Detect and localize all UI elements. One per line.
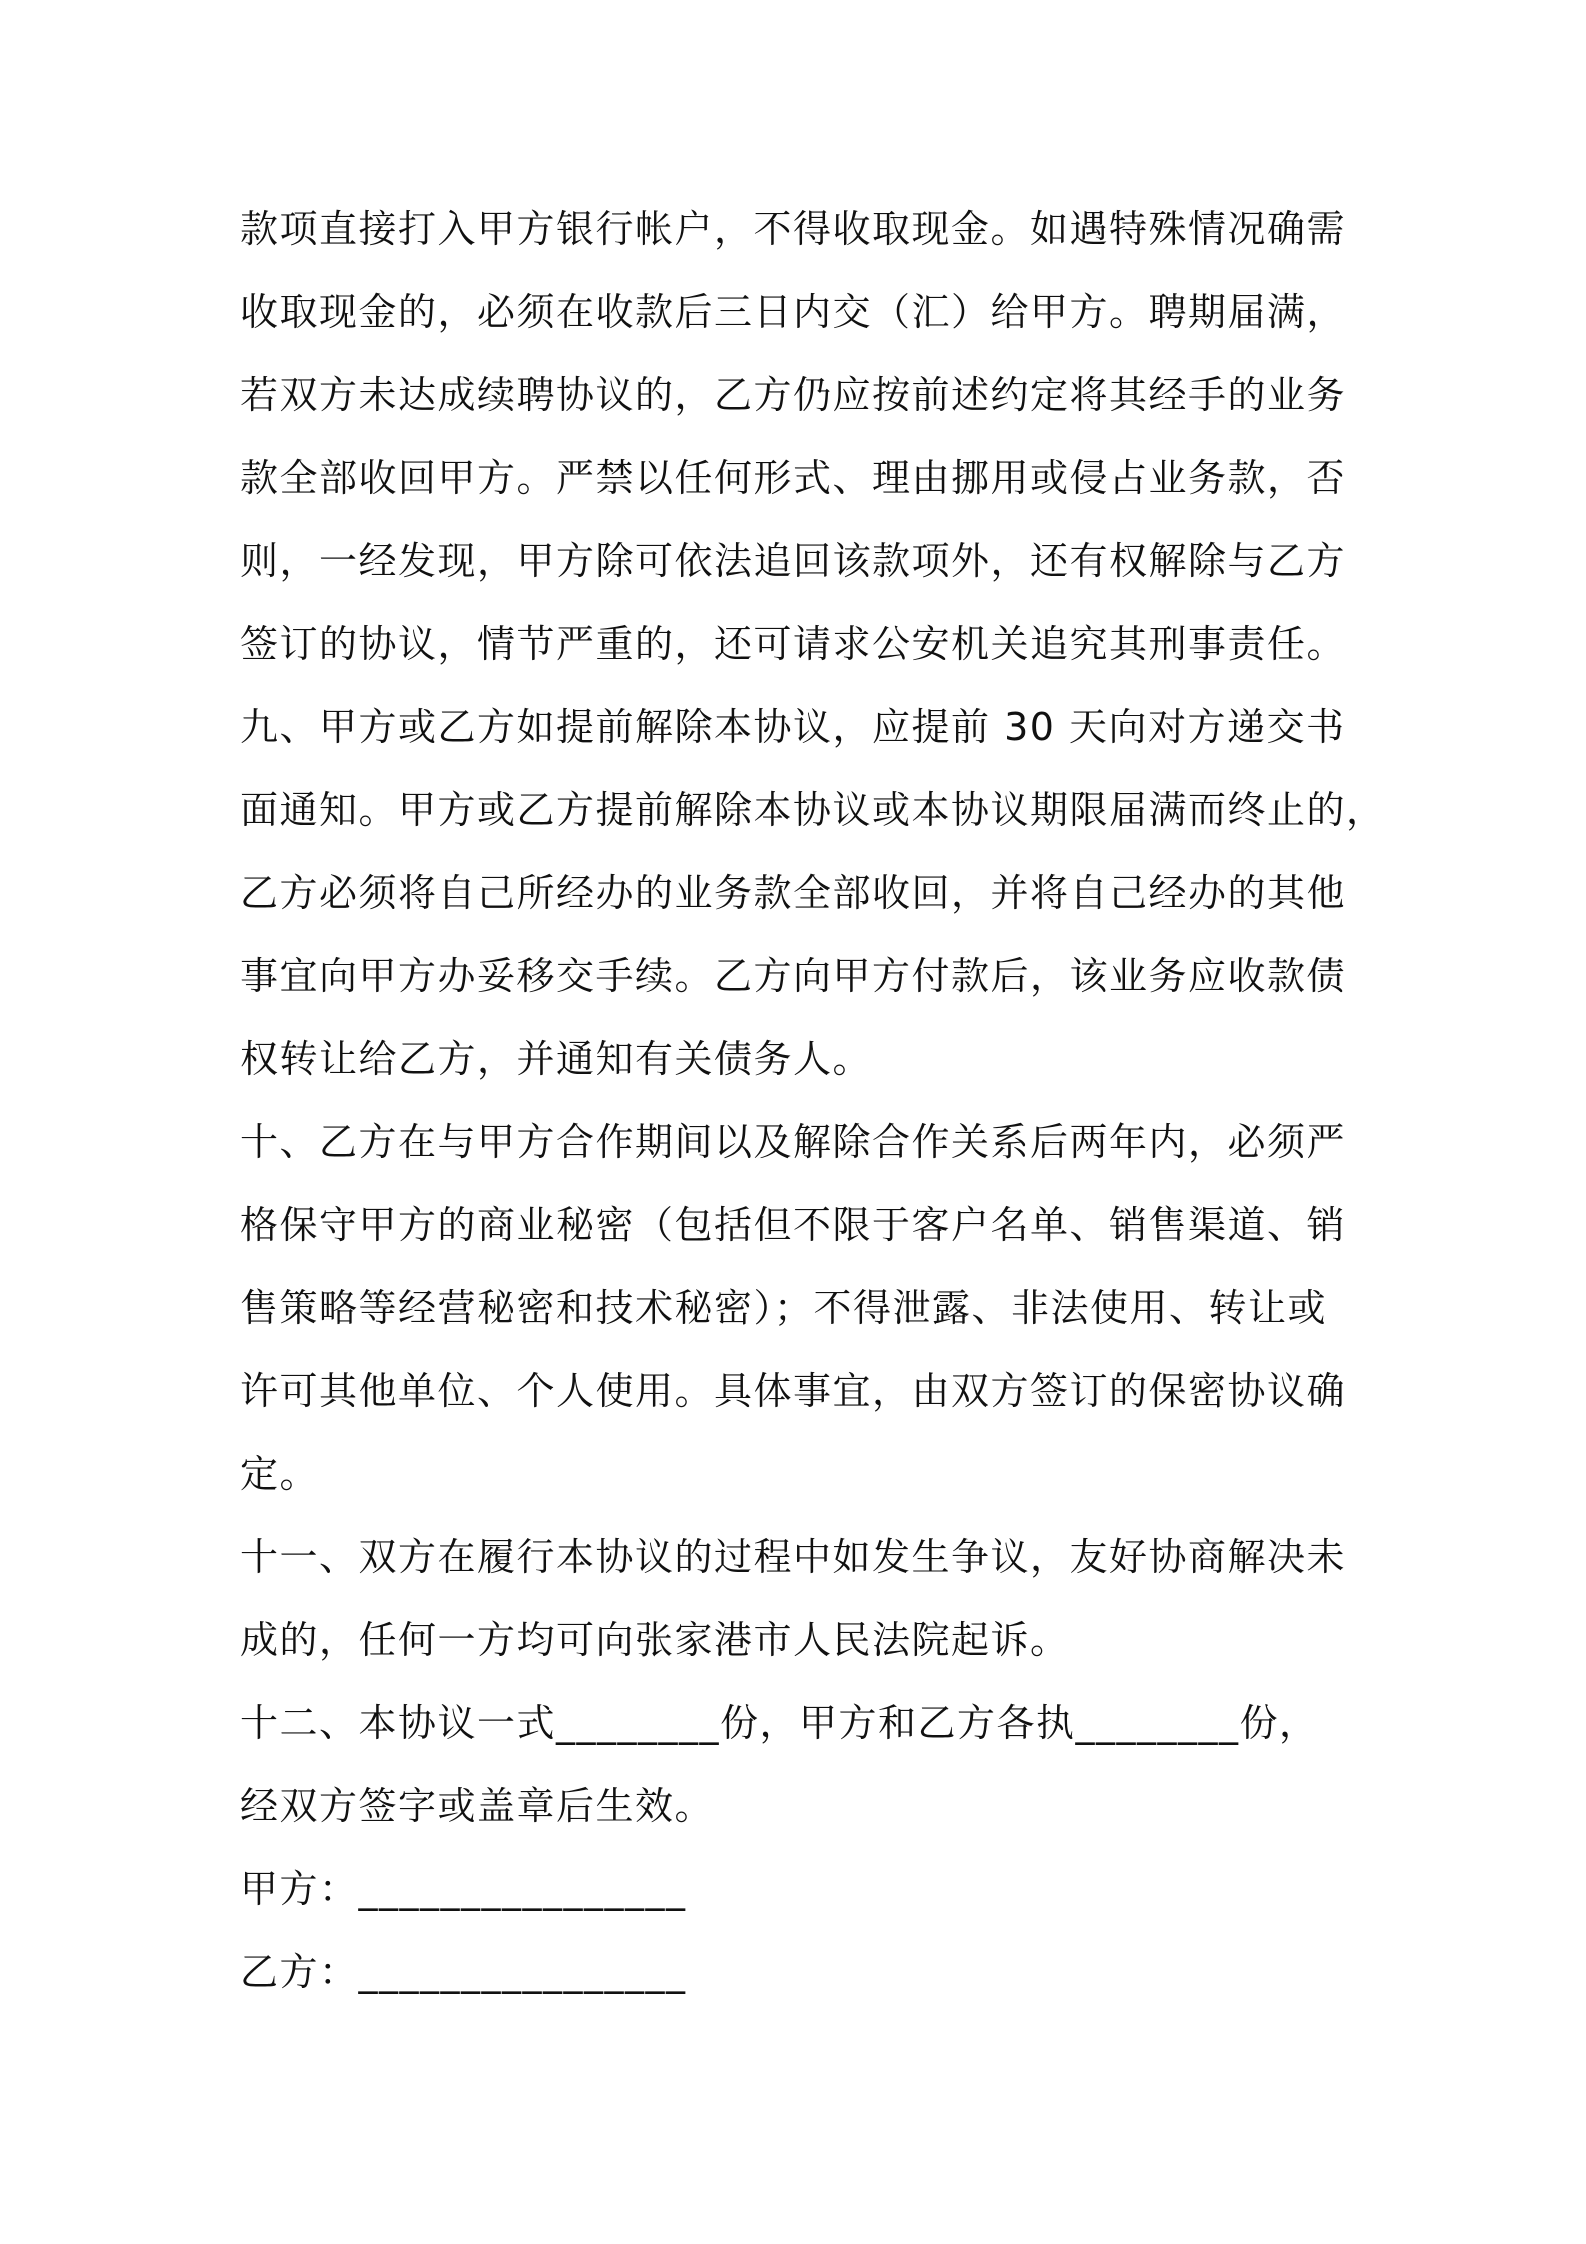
text-line-5: 则，一经发现，甲方除可依法追回该款项外，还有权解除与乙方 — [240, 539, 1347, 583]
text-line-2: 收取现金的，必须在收款后三日内交（汇）给甲方。聘期届满， — [240, 290, 1347, 334]
clause-9-line-2: 面通知。甲方或乙方提前解除本协议或本协议期限届满而终止的， — [240, 788, 1386, 832]
clause-10-line-1: 十、乙方在与甲方合作期间以及解除合作关系后两年内，必须严 — [240, 1120, 1347, 1164]
clause-12-line-1: 十二、本协议一式________份，甲方和乙方各执________份， — [240, 1701, 1319, 1745]
clause-9-line-4: 事宜向甲方办妥移交手续。乙方向甲方付款后，该业务应收款债 — [240, 954, 1347, 998]
clause-11-line-1: 十一、双方在履行本协议的过程中如发生争议，友好协商解决未 — [240, 1535, 1347, 1579]
clause-10-line-3: 售策略等经营秘密和技术秘密）；不得泄露、非法使用、转让或 — [240, 1286, 1328, 1330]
clause-10-line-2: 格保守甲方的商业秘密（包括但不限于客户名单、销售渠道、销 — [240, 1203, 1347, 1247]
text-line-4: 款全部收回甲方。严禁以任何形式、理由挪用或侵占业务款，否 — [240, 456, 1347, 500]
party-a-signature-line: 甲方：________________ — [240, 1867, 687, 1911]
clause-12-line-2: 经双方签字或盖章后生效。 — [240, 1784, 715, 1828]
party-b-signature-line: 乙方：________________ — [240, 1950, 687, 1994]
clause-9-line-5: 权转让给乙方，并通知有关债务人。 — [240, 1037, 873, 1081]
clause-10-line-5: 定。 — [240, 1452, 320, 1496]
clause-10-line-4: 许可其他单位、个人使用。具体事宜，由双方签订的保密协议确 — [240, 1369, 1347, 1413]
text-line-6: 签订的协议，情节严重的，还可请求公安机关追究其刑事责任。 — [240, 622, 1347, 666]
text-line-1: 款项直接打入甲方银行帐户，不得收取现金。如遇特殊情况确需 — [240, 207, 1347, 251]
clause-9-line-1: 九、甲方或乙方如提前解除本协议，应提前 30 天向对方递交书 — [240, 705, 1346, 749]
clause-9-line-3: 乙方必须将自己所经办的业务款全部收回，并将自己经办的其他 — [240, 871, 1347, 915]
clause-11-line-2: 成的，任何一方均可向张家港市人民法院起诉。 — [240, 1618, 1070, 1662]
text-line-3: 若双方未达成续聘协议的，乙方仍应按前述约定将其经手的业务 — [240, 373, 1347, 417]
